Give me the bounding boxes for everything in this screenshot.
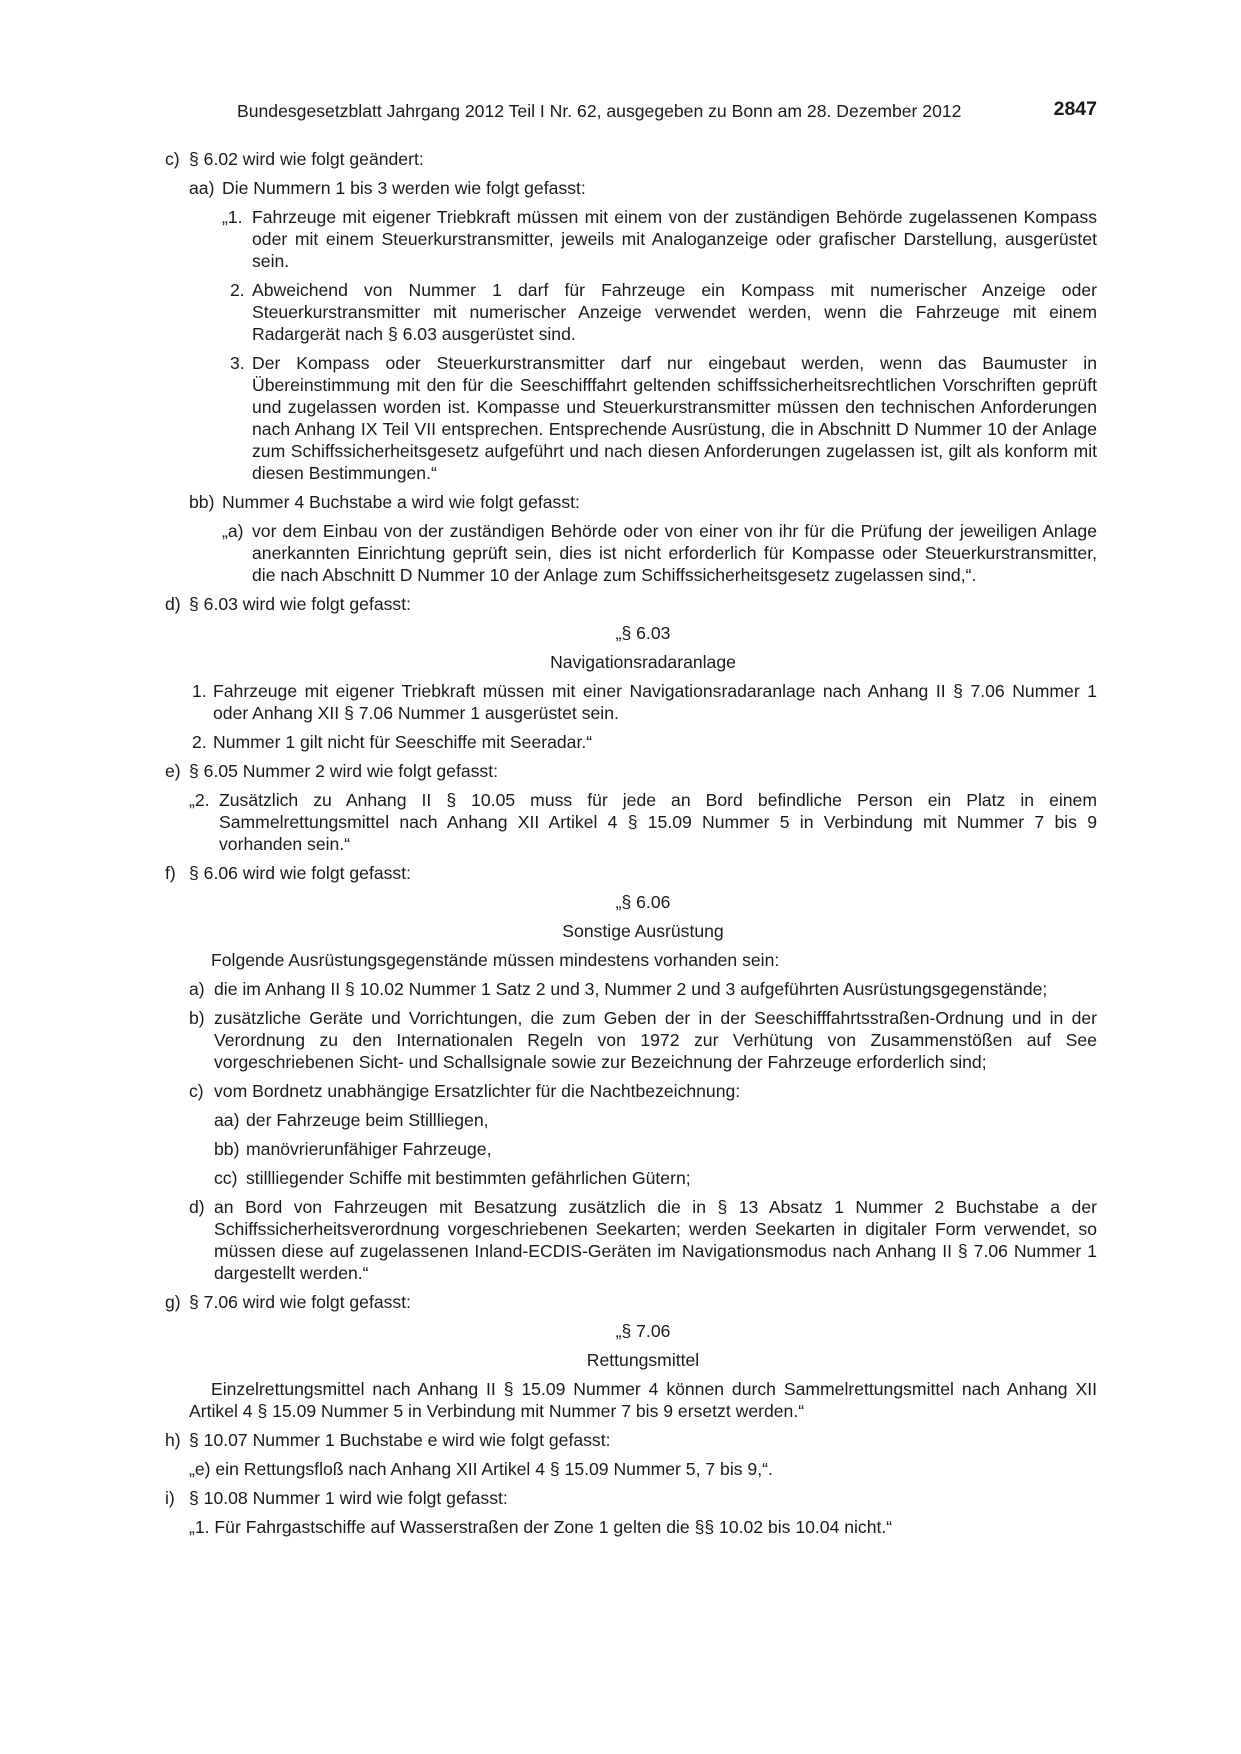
- item-label: cc): [214, 1168, 238, 1188]
- item-label: c): [165, 149, 180, 169]
- item-label: h): [165, 1430, 181, 1450]
- item-text: § 6.05 Nummer 2 wird wie folgt gefasst:: [189, 761, 498, 781]
- item-label: aa): [189, 178, 215, 198]
- item-label: 2.: [230, 280, 245, 300]
- section-title: Rettungsmittel: [586, 1350, 700, 1370]
- sub-item-cc: [165, 1167, 1097, 1189]
- item-text: die im Anhang II § 10.02 Nummer 1 Satz 2 und 3, Nummer 2 und 3 aufgeführten Ausrüstungsgegenstände;: [214, 979, 1048, 999]
- item-text: § 6.02 wird wie folgt geändert:: [189, 149, 424, 169]
- item-label: „2.: [189, 790, 210, 810]
- lettered-item-d: [165, 1196, 1097, 1284]
- item-e: [165, 760, 1097, 782]
- paragraph: „e) ein Rettungsfloß nach Anhang XII Artikel 4 § 15.09 Nummer 5, 7 bis 9,“.: [189, 1459, 773, 1479]
- paragraph: Einzelrettungsmittel nach Anhang II § 15.09 Nummer 4 können durch Sammelrettungsmittel nach Anhang XII Artikel 4 § 15.09 Nummer 5 in Verbindung mit Nummer 7 bis 9 ersetzt werden.“: [189, 1379, 1097, 1421]
- item-label: bb): [189, 492, 215, 512]
- section-number: „§ 6.06: [615, 892, 671, 912]
- item-label: aa): [214, 1110, 240, 1130]
- sub-item-bb: [165, 1138, 1097, 1160]
- item-text: vom Bordnetz unabhängige Ersatzlichter für die Nachtbezeichnung:: [214, 1081, 741, 1101]
- item-h: [165, 1429, 1097, 1451]
- numbered-item-2: [165, 731, 1097, 753]
- item-label: bb): [214, 1139, 240, 1159]
- item-text: Fahrzeuge mit eigener Triebkraft müssen mit einem von der zuständigen Behörde zugelassenen Kompass oder mit einem Steuerkurstransmitter, jeweils mit Analoganzeige oder grafischer Darstellung, ausgerüstet sein.: [252, 207, 1097, 271]
- item-text: an Bord von Fahrzeugen mit Besatzung zusätzlich die in § 13 Absatz 1 Nummer 2 Buchstabe a der Schiffssicherheitsverordnung vorgeschriebenen Seekarten; werden Seekarten in digitaler Form verwendet, so müssen diese auf zugelassenen Inland-ECDIS-Geräten im Navigationsmodus nach Anhang II § 7.06 Nummer 1 dargestellt werden.“: [214, 1197, 1097, 1283]
- paragraph: Folgende Ausrüstungsgegenstände müssen mindestens vorhanden sein:: [211, 950, 780, 970]
- item-label: g): [165, 1292, 181, 1312]
- paragraph: „1. Für Fahrgastschiffe auf Wasserstraßen der Zone 1 gelten die §§ 10.02 bis 10.04 nicht.“: [189, 1517, 893, 1537]
- lettered-item-a: [165, 520, 1097, 586]
- item-label: f): [165, 863, 176, 883]
- item-text: Nummer 1 gilt nicht für Seeschiffe mit Seeradar.“: [213, 732, 593, 752]
- page-header: [237, 99, 1097, 123]
- item-label: c): [189, 1081, 204, 1101]
- item-i: [165, 1487, 1097, 1509]
- item-text: § 10.07 Nummer 1 Buchstabe e wird wie folgt gefasst:: [189, 1430, 611, 1450]
- item-aa: [165, 177, 1097, 199]
- item-d: [165, 593, 1097, 615]
- header-text: Bundesgesetzblatt Jahrgang 2012 Teil I Nr. 62, ausgegeben zu Bonn am 28. Dezember 2012: [237, 101, 962, 121]
- item-text: § 7.06 wird wie folgt gefasst:: [189, 1292, 411, 1312]
- section-title: Sonstige Ausrüstung: [562, 921, 724, 941]
- item-text: § 6.03 wird wie folgt gefasst:: [189, 594, 411, 614]
- item-text: Fahrzeuge mit eigener Triebkraft müssen mit einer Navigationsradaranlage nach Anhang II § 7.06 Nummer 1 oder Anhang XII § 7.06 Nummer 1 ausgerüstet sein.: [213, 681, 1097, 723]
- item-label: „1.: [222, 207, 243, 227]
- item-text: § 10.08 Nummer 1 wird wie folgt gefasst:: [189, 1488, 508, 1508]
- sub-item-aa: [165, 1109, 1097, 1131]
- item-label: 3.: [230, 353, 245, 373]
- item-text: stillliegender Schiffe mit bestimmten gefährlichen Gütern;: [246, 1168, 691, 1188]
- item-text: Die Nummern 1 bis 3 werden wie folgt gefasst:: [222, 178, 586, 198]
- item-text: der Fahrzeuge beim Stillliegen,: [246, 1110, 489, 1130]
- item-text: Abweichend von Nummer 1 darf für Fahrzeuge ein Kompass mit numerischer Anzeige oder Steuerkurstransmitter mit numerischer Anzeige verwendet werden, wenn die Fahrzeuge mit einem Radargerät nach § 6.03 ausgerüstet sind.: [252, 280, 1097, 344]
- item-label: 2.: [192, 732, 207, 752]
- section-number: „§ 7.06: [615, 1321, 671, 1341]
- item-g: [165, 1291, 1097, 1313]
- item-text: Der Kompass oder Steuerkurstransmitter darf nur eingebaut werden, wenn das Baumuster in Übereinstimmung mit den für die Seeschifffahrt geltenden schiffssicherheitsrechtlichen Vorschriften geprüft und zugelassen worden ist. Kompasse und Steuerkurstransmitter müssen den technischen Anforderungen nach Anhang IX Teil VII entsprechen. Entsprechende Ausrüstung, die in Abschnitt D Nummer 10 der Anlage zum Schiffssicherheitsgesetz aufgeführt und nach diesen Anforderungen zugelassen ist, gilt als konform mit diesen Bestimmungen.“: [252, 353, 1097, 483]
- item-label: e): [165, 761, 181, 781]
- item-label: i): [165, 1488, 175, 1508]
- item-text: zusätzliche Geräte und Vorrichtungen, die zum Geben der in der Seeschifffahrtsstraßen-Ordnung und in der Verordnung zu den Internationalen Regeln von 1972 zur Verhütung von Zusammenstößen auf See vorgeschriebenen Sicht- und Schallsignale sowie zur Bezeichnung der Fahrzeuge erforderlich sind;: [214, 1008, 1097, 1072]
- section-number: „§ 6.03: [615, 623, 671, 643]
- numbered-item-1: [165, 680, 1097, 724]
- item-label: d): [189, 1197, 205, 1217]
- item-f: [165, 862, 1097, 884]
- item-text: manövrierunfähiger Fahrzeuge,: [246, 1139, 492, 1159]
- item-label: 1.: [192, 681, 207, 701]
- item-text: Zusätzlich zu Anhang II § 10.05 muss für jede an Bord befindliche Person ein Platz in einem Sammelrettungsmittel nach Anhang XII Artikel 4 § 15.09 Nummer 5 in Verbindung mit Nummer 7 bis 9 vorhanden sein.“: [219, 790, 1097, 854]
- item-c: [165, 148, 1097, 170]
- numbered-item-3: [165, 352, 1097, 484]
- numbered-item-2: [165, 789, 1097, 855]
- item-bb: [165, 491, 1097, 513]
- numbered-item-2: [165, 279, 1097, 345]
- lettered-item-b: [165, 1007, 1097, 1073]
- item-label: b): [189, 1008, 205, 1028]
- item-text: vor dem Einbau von der zuständigen Behörde oder von einer von ihr für die Prüfung der jeweiligen Anlage anerkannten Einrichtung geprüft sein, dies ist nicht erforderlich für Kompasse oder Steuerkurstransmitter, die nach Abschnitt D Nummer 10 der Anlage zum Schiffssicherheitsgesetz zugelassen sind,“.: [252, 521, 1097, 585]
- document-body: [165, 148, 1097, 1545]
- item-text: Nummer 4 Buchstabe a wird wie folgt gefasst:: [222, 492, 580, 512]
- lettered-item-c: [165, 1080, 1097, 1102]
- item-label: a): [189, 979, 205, 999]
- page-number: 2847: [1053, 98, 1097, 120]
- lettered-item-a: [165, 978, 1097, 1000]
- section-title: Navigationsradaranlage: [550, 652, 736, 672]
- item-label: „a): [222, 521, 244, 541]
- item-label: d): [165, 594, 181, 614]
- item-text: § 6.06 wird wie folgt gefasst:: [189, 863, 411, 883]
- numbered-item-1: [165, 206, 1097, 272]
